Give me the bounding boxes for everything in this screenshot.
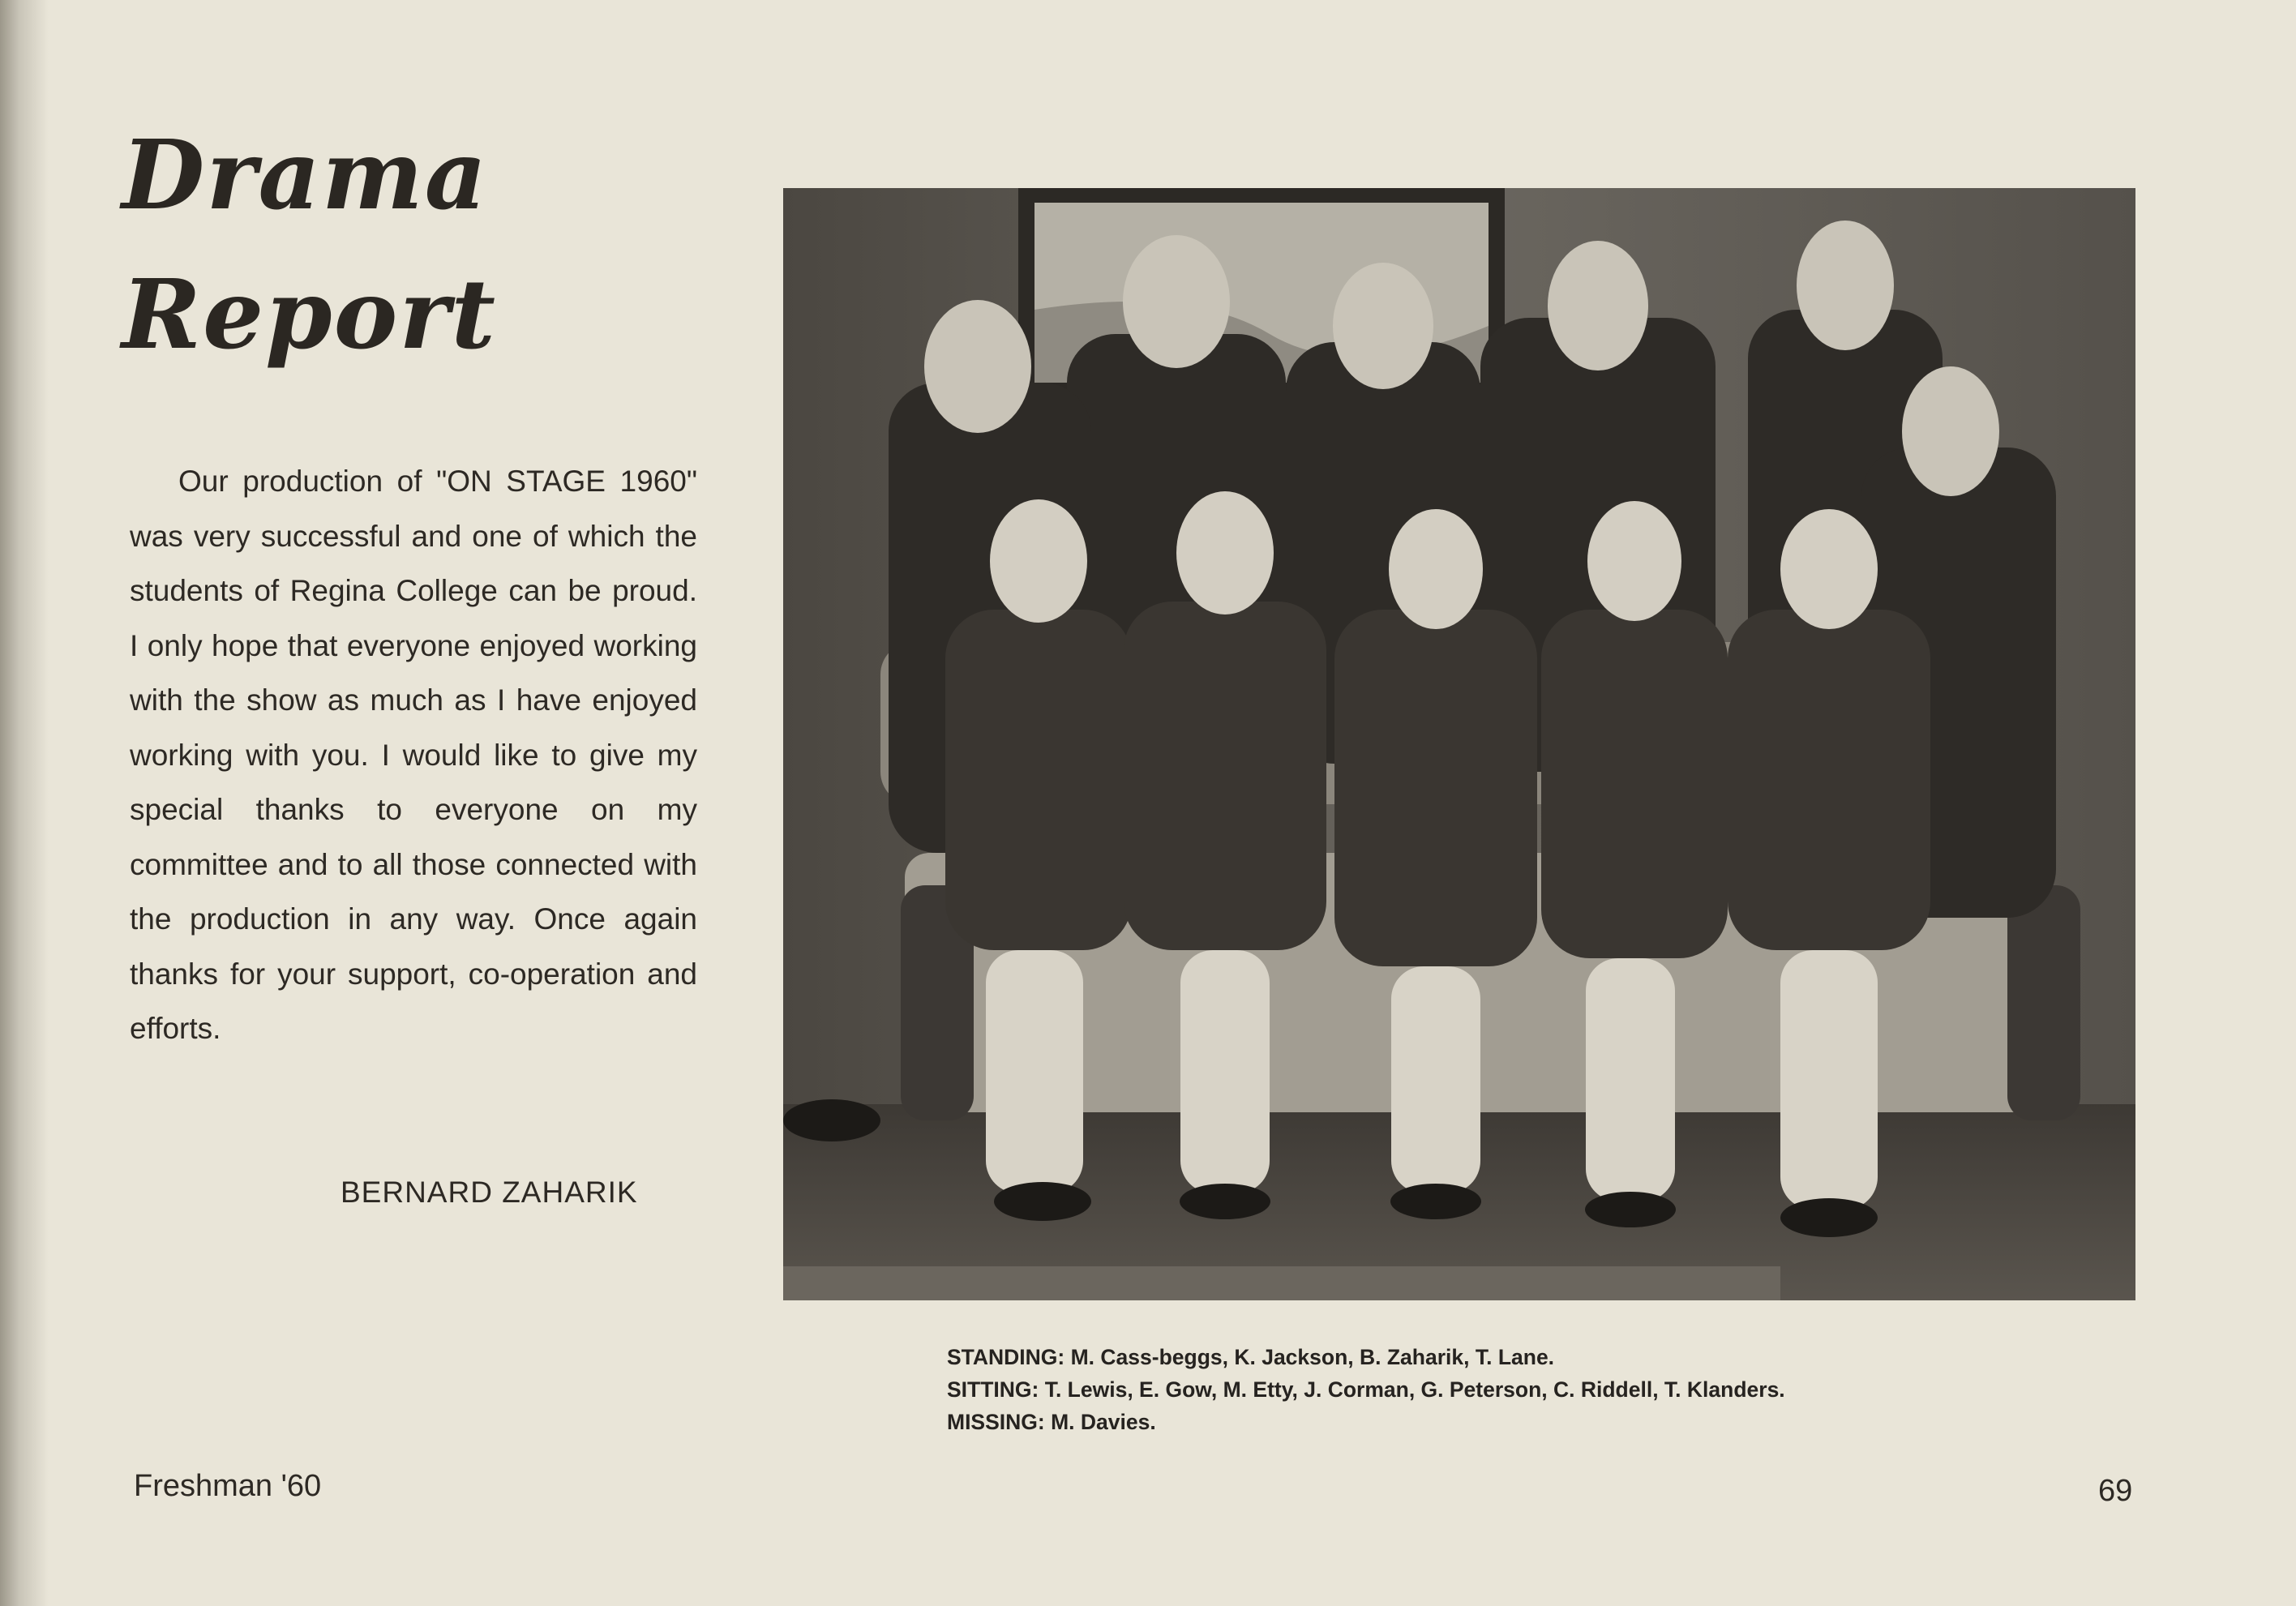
page-gutter-shadow (0, 0, 49, 1606)
report-paragraph: Our production of "ON STAGE 1960" was very successful and one of which the students of Regina College can be proud. I only hope that everyone enjoyed working with the show as much as I have enjoyed working with you. I would like to give my special thanks to everyone on my committee and to all those connected with the production in any way. Once again thanks for your support, co-operation and efforts. (130, 465, 697, 1045)
page-title (122, 105, 543, 384)
publication-name: Freshman '60 (134, 1469, 322, 1503)
group-photo (783, 188, 2135, 1300)
title-line-2: Report (122, 258, 498, 370)
caption-standing: STANDING: M. Cass-beggs, K. Jackson, B. Zaharik, T. Lane. (947, 1345, 1555, 1369)
caption-missing: MISSING: M. Davies. (947, 1410, 1156, 1434)
group-photo-illustration (783, 188, 2135, 1300)
title-line-1: Drama (122, 118, 489, 231)
page-number: 69 (2098, 1474, 2133, 1508)
photo-caption (947, 1341, 2066, 1438)
caption-sitting: SITTING: T. Lewis, E. Gow, M. Etty, J. Corman, G. Peterson, C. Riddell, T. Klanders. (947, 1377, 1785, 1402)
author-signature: BERNARD ZAHARIK (341, 1176, 638, 1209)
